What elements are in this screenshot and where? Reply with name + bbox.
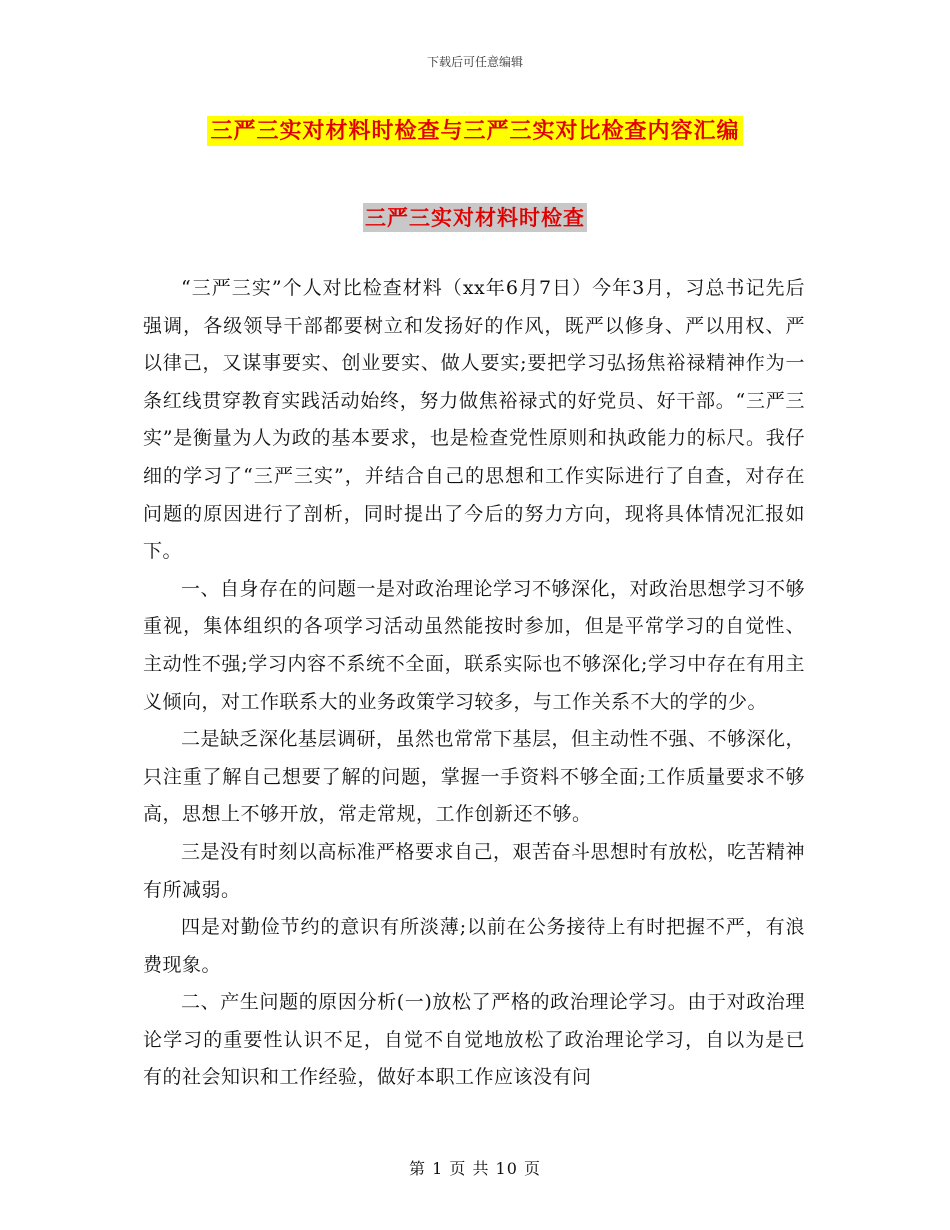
paragraph-problem-2: 二是缺乏深化基层调研，虽然也常常下基层，但主动性不强、不够深化，只注重了解自己想要了解的问题，掌握一手资料不够全面;工作质量要求不够高，思想上不够开放，常走常规，工作创新还不够。 bbox=[143, 728, 806, 826]
section-title bbox=[0, 202, 950, 232]
section-title-text: 三严三实对材料时检查 bbox=[365, 205, 585, 230]
document-title-text: 三严三实对材料时检查与三严三实对比检查内容汇编 bbox=[207, 116, 742, 146]
download-note: 下载后可任意编辑 bbox=[426, 55, 523, 69]
paragraph-cause-analysis: 二、产生问题的原因分析(一)放松了严格的政治理论学习。由于对政治理论学习的重要性认识不足，自觉不自觉地放松了政治理论学习，自以为是已有的社会知识和工作经验，做好本职工作应该没有问 bbox=[143, 991, 805, 1089]
document-title bbox=[0, 114, 950, 145]
paragraph-problem-1: 一、自身存在的问题一是对政治理论学习不够深化，对政治思想学习不够重视，集体组织的各项学习活动虽然能按时参加，但是平常学习的自觉性、主动性不强;学习内容不系统不全面，联系实际也不够深化;学习中存在有用主义倾向，对工作联系大的业务政策学习较多，与工作关系不大的学的少。 bbox=[143, 577, 806, 713]
paragraph-problem-4: 四是对勤俭节约的意识有所淡薄;以前在公务接待上有时把握不严，有浪费现象。 bbox=[143, 916, 805, 976]
paragraph-problem-3: 三是没有时刻以高标准严格要求自己，艰苦奋斗思想时有放松，吃苦精神有所减弱。 bbox=[143, 840, 806, 901]
paragraph-intro: “三严三实”个人对比检查材料（xx年6月7日）今年3月，习总书记先后强调，各级领导干部都要树立和发扬好的作风，既严以修身、严以用权、严以律己，又谋事要实、创业要实、做人要实;要把学习弘扬焦裕禄精神作为一条红线贯穿教育实践活动始终，努力做焦裕禄式的好党员、好干部。“三严三实”是衡量为人为政的基本要求，也是检查党性原则和执政能力的标尺。我仔细的学习了“三严三实”，并结合自己的思想和工作实际进行了自查，对存在问题的原因进行了剖析，同时提出了今后的努力方向，现将具体情况汇报如下。 bbox=[143, 277, 805, 563]
page-number: 第 1 页 共 10 页 bbox=[409, 1159, 541, 1178]
document-body bbox=[143, 270, 805, 1097]
